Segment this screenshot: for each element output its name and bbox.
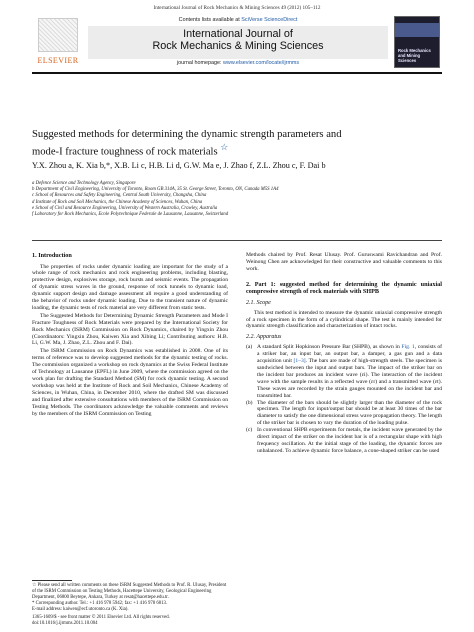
body-paragraph: The ISRM Commission on Rock Dynamics was established in 2008. One of its terms of reference was to develop suggested methods for the dynamic testing of rocks. The commission organized a workshop on rock dynamics at the Swiss Federal Institute of Technology at Lausanne (EPFL) in June 2009, where the commission agreed on the work plan for drafting the Standard Method (SM) for rock dynamic testing. A second workshop was held at the Institute of Rock and Soil Mechanics, Chinese Academy of Sciences, in Wuhan, China, in December 2010, where the drafted SM was discussed and finalized after extensive consultations with members of the ISRM Commission on Testing Methods. The coordinators acknowledge the valuable comments and reviews by the members of the ISRM Commission on Testing (32, 348, 228, 417)
left-column (32, 252, 228, 418)
list-item (246, 344, 442, 399)
footnote-corresponding: * Corresponding author. Tel.: +1 416 978 5942; fax: +1 416 978 6813. (32, 601, 168, 606)
article-title-line2: mode-I fracture toughness of rock materials (32, 146, 218, 158)
list-item-text-part: A standard Split Hopkinson Pressure Bar (SHPB), as shown in (257, 344, 402, 351)
article-title-line1: Suggested methods for determining the dynamic strength parameters and (32, 129, 342, 140)
footnote-rule (32, 580, 72, 581)
masthead-rule (32, 72, 442, 74)
list-item-text-part: . The bars are made of high-strength steels. The specimen is sandwiched between the input and output bars. The impact of the striker bar on the incident bar produces an incident wave (εi). The interaction of the incident wave with the sample results in a reflected wave (εr) and a transmitted wave (εt). These waves are recorded by the strain gauges mounted on the incident bar and transmitted bar. (257, 358, 442, 399)
footnote-email: E-mail address: kaiwen@ecf.utoronto.ca (K. Xia). (32, 607, 129, 612)
list-item-tag: (b) (246, 399, 253, 406)
list-item-tag: (c) (246, 427, 253, 434)
affiliation-item: a Defence Science and Technology Agency, Singapore (32, 181, 136, 186)
doi-line[interactable]: doi:10.1016/j.ijrmms.2011.10.004 (32, 621, 98, 626)
elsevier-logo (32, 16, 84, 68)
homepage-prefix: journal homepage: (176, 60, 224, 66)
body-paragraph: This test method is intended to measure the dynamic uniaxial compressive strength of a rock specimen in the form of a cylindrical shape. The test is mainly intended for dynamic strength classification and characterization of intact rocks. (246, 309, 442, 330)
list-item (246, 427, 442, 455)
subsection-heading-apparatus: 2.2. Apparatus (246, 334, 282, 341)
affiliation-list (32, 181, 442, 218)
author-list: Y.X. Zhou a, K. Xia b,*, X.B. Li c, H.B. Li d, G.W. Ma e, J. Zhao f, Z.L. Zhou c, F. Dai b (32, 161, 326, 170)
section-heading-part1: 2. Part 1: suggested method for determining the dynamic uniaxial compressive strength of rock materials with SHPB (246, 280, 442, 296)
list-item-text: The diameter of the bars should be slightly larger than the diameter of the rock specimen. The length for input/output bar should be at least 30 times of the bar diameter to satisfy the one dimensional stress wave propagation theory. The length of the striker bar is chosen to vary the duration of the loading pulse. (257, 399, 443, 427)
right-column (246, 252, 442, 455)
sciencedirect-link[interactable]: SciVerse ScienceDirect (241, 17, 298, 23)
article-title (32, 128, 442, 159)
publisher-name: ELSEVIER (37, 56, 79, 65)
running-head: International Journal of Rock Mechanics & Mining Sciences 49 (2012) 105–112 (153, 5, 321, 11)
affiliation-item: b Department of Civil Engineering, University of Toronto, Room GB 314A, 35 St. George Street, Toronto, ON, Canada M5S 1A4 (32, 187, 279, 193)
header-divider (32, 240, 442, 241)
list-item-text-part: , consists of a striker bar, an input bar, an output bar, a damper, a gas gun and a data acquisition unit (257, 344, 442, 365)
body-paragraph-continued: Methods chaired by Prof. Resat Ulusay. Prof. Guruswami Ravichandran and Prof. Weinong Chen are acknowledged for their constructive and valuable comments to this work. (246, 252, 442, 272)
cover-text: Rock Mechanics and Mining Sciences (398, 48, 431, 63)
body-paragraph: The Suggested Methods for Determining Dynamic Strength Parameters and Mode I Fracture Toughness of Rock Materials were prepared by the International Society for Rock Mechanics (ISRM) Commission on Rock Dynamics, chaired by Yingxin Zhou (Coordinators: Yingxin Zhou, Kaiwen Xia and Xibing Li; Contributing authors: H.B. Li, G.W. Ma, J. Zhao, Z.L. Zhou and F. Dai). (32, 312, 228, 347)
contents-note (88, 17, 388, 23)
affiliation-item: c School of Resources and Safety Engineering, Central South University, Changsha, China (32, 193, 207, 199)
section-heading-introduction: 1. Introduction (32, 252, 72, 259)
journal-masthead (32, 16, 442, 68)
list-item-text: In conventional SHPB experiments for metals, the incident wave generated by the direct impact of the striker on the incident bar is of a rectangular shape with high frequency oscillation. At the initial stage of the loading, the dynamic forces are unbalanced. To achieve dynamic force balance, a cone-shaped striker can be used (257, 427, 442, 454)
list-item (246, 400, 442, 428)
elsevier-tree-icon (38, 18, 78, 52)
footnote-star: ☆ Please send all written comments on these ISRM Suggested Methods to Prof. R. Ulusay, President of the ISRM Commission on Testing Methods, Hacettepe University, Geological Engineering Department, 06800 Beytepe, Ankara, Turkey at resat@hacettepe.edu.tr. (32, 583, 227, 600)
article-title-line2-wrap (32, 141, 442, 159)
body-paragraph: The properties of rocks under dynamic loading are important for the study of a whole range of rock mechanics and rock engineering problems, including blasting, protective design, explosives storage, rock bursts and seismic events. The propagation of dynamic stress waves in the ground, response of rock tunnels to dynamic load, dynamic support design and damage assessment all require a good understanding of the behavior of rocks under dynamic loading. Due to the transient nature of dynamic loading, the dynamic tests of rock material are very different from static tests. (32, 263, 228, 311)
journal-title (88, 28, 388, 52)
issn-block (32, 615, 228, 627)
affiliation-item: f Laboratory for Rock Mechanics, Ecole Polytechnique Federale de Lausanne, Lausanne, Switzerland (32, 212, 229, 218)
list-item-text (257, 344, 442, 399)
figure-link[interactable]: Fig. 1 (401, 344, 415, 351)
journal-title-line2: Rock Mechanics & Mining Sciences (152, 40, 324, 52)
cover-band (395, 23, 439, 37)
issn-line: 1365-1609/$ - see front matter © 2011 Elsevier Ltd. All rights reserved. (32, 615, 170, 620)
title-footnote-mark[interactable]: ☆ (220, 142, 229, 152)
footnote-block (32, 583, 228, 613)
masthead-center (88, 16, 388, 68)
subsection-heading-scope: 2.1. Scope (246, 299, 271, 306)
journal-homepage-link[interactable]: www.elsevier.com/locate/ijrmms (223, 60, 300, 66)
homepage-line (88, 60, 388, 66)
citation-link[interactable]: [1–3] (293, 358, 306, 365)
contents-prefix: Contents lists available at (178, 17, 242, 23)
list-item-tag: (a) (246, 344, 253, 351)
journal-cover-thumbnail (394, 16, 440, 68)
journal-title-line1: International Journal of (183, 28, 293, 40)
affiliation-item: d Institute of Rock and Soil Mechanics, the Chinese Academy of Sciences, Wuhan, China (32, 199, 203, 205)
affiliation-item: e School of Civil and Resource Engineering, University of Western Australia, Crawley, Australia (32, 205, 218, 211)
